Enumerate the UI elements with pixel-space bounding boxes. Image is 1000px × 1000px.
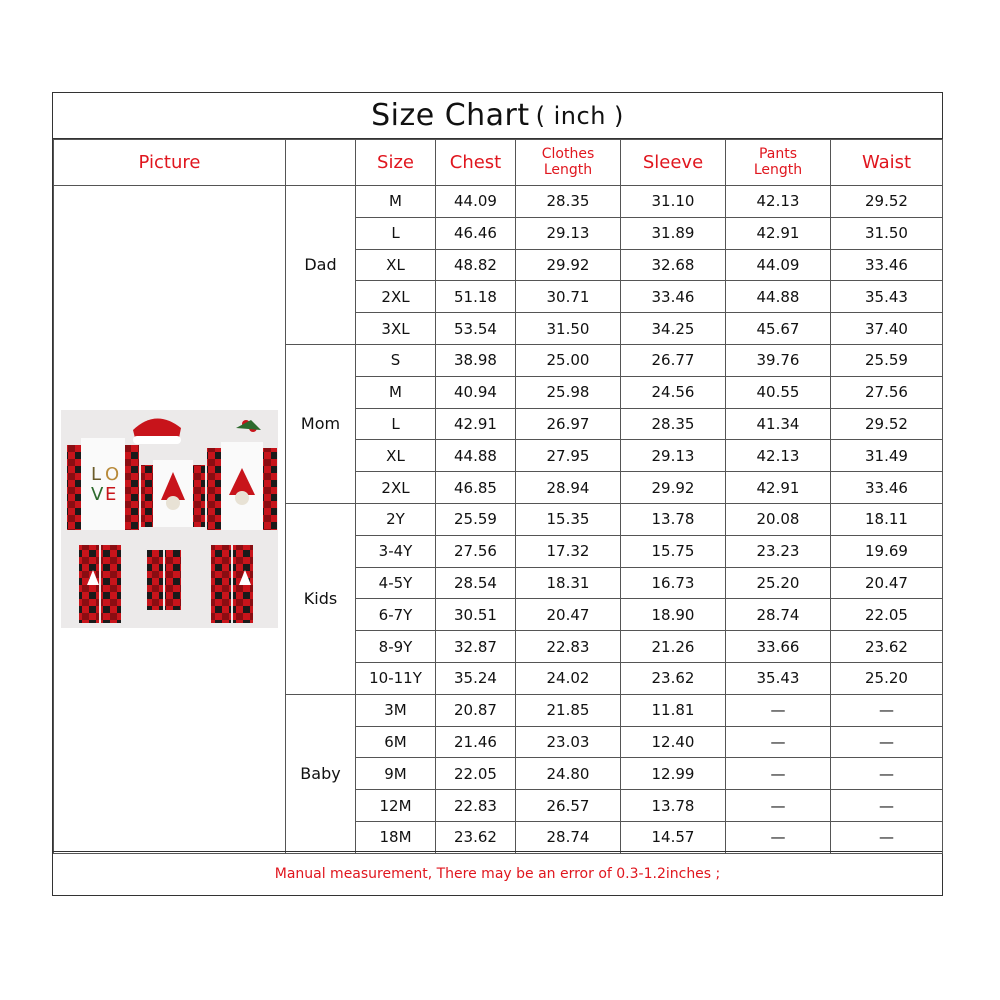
cell-pants-length: 44.88 <box>726 281 831 313</box>
cell-sleeve: 31.10 <box>621 186 726 218</box>
cell-chest: 44.88 <box>436 440 516 472</box>
cell-pants-length: 23.23 <box>726 535 831 567</box>
cell-pants-length: 42.91 <box>726 217 831 249</box>
cell-size: 12M <box>356 790 436 822</box>
cell-sleeve: 11.81 <box>621 694 726 726</box>
header-row <box>54 140 943 186</box>
cell-chest: 28.54 <box>436 567 516 599</box>
cell-chest: 35.24 <box>436 662 516 694</box>
cell-clothes-length: 17.32 <box>516 535 621 567</box>
cell-waist: 35.43 <box>831 281 943 313</box>
cell-chest: 53.54 <box>436 313 516 345</box>
cell-sleeve: 14.57 <box>621 821 726 853</box>
cell-size: 6-7Y <box>356 599 436 631</box>
table-row <box>54 186 943 218</box>
cell-clothes-length: 23.03 <box>516 726 621 758</box>
love-letter-o: O <box>105 464 120 486</box>
cell-clothes-length: 29.13 <box>516 217 621 249</box>
cell-sleeve: 34.25 <box>621 313 726 345</box>
love-letter-l: L <box>91 464 102 486</box>
cell-pants-length: 40.55 <box>726 376 831 408</box>
header-chest: Chest <box>436 140 516 186</box>
cell-pants-length: 42.13 <box>726 186 831 218</box>
cell-size: M <box>356 376 436 408</box>
cell-chest: 46.46 <box>436 217 516 249</box>
cell-sleeve: 16.73 <box>621 567 726 599</box>
cell-clothes-length: 31.50 <box>516 313 621 345</box>
cell-size: 6M <box>356 726 436 758</box>
cell-waist: 23.62 <box>831 631 943 663</box>
cell-size: 3M <box>356 694 436 726</box>
cell-waist: — <box>831 790 943 822</box>
cell-pants-length: 44.09 <box>726 249 831 281</box>
chart-title <box>53 93 942 139</box>
cell-waist: 25.59 <box>831 344 943 376</box>
cell-size: XL <box>356 249 436 281</box>
cell-pants-length: 39.76 <box>726 344 831 376</box>
cell-clothes-length: 25.00 <box>516 344 621 376</box>
cell-sleeve: 12.99 <box>621 758 726 790</box>
cell-waist: 20.47 <box>831 567 943 599</box>
cell-pants-length: 33.66 <box>726 631 831 663</box>
header-waist: Waist <box>831 140 943 186</box>
cell-waist: 29.52 <box>831 186 943 218</box>
group-label: Dad <box>286 186 356 345</box>
cell-chest: 22.05 <box>436 758 516 790</box>
cell-sleeve: 28.35 <box>621 408 726 440</box>
size-chart <box>52 92 943 896</box>
cell-waist: 22.05 <box>831 599 943 631</box>
cell-sleeve: 24.56 <box>621 376 726 408</box>
cell-sleeve: 23.62 <box>621 662 726 694</box>
cell-waist: 31.49 <box>831 440 943 472</box>
cell-pants-length: 45.67 <box>726 313 831 345</box>
cell-size: M <box>356 186 436 218</box>
love-letter-v: V <box>91 484 104 506</box>
cell-pants-length: 42.91 <box>726 472 831 504</box>
header-sleeve: Sleeve <box>621 140 726 186</box>
cell-chest: 20.87 <box>436 694 516 726</box>
cell-sleeve: 29.92 <box>621 472 726 504</box>
cell-waist: 19.69 <box>831 535 943 567</box>
cell-clothes-length: 30.71 <box>516 281 621 313</box>
header-pants-length-line1: Pants <box>758 146 798 163</box>
cell-waist: 29.52 <box>831 408 943 440</box>
cell-clothes-length: 21.85 <box>516 694 621 726</box>
cell-sleeve: 13.78 <box>621 790 726 822</box>
cell-chest: 38.98 <box>436 344 516 376</box>
cell-clothes-length: 28.74 <box>516 821 621 853</box>
cell-size: 2XL <box>356 281 436 313</box>
cell-size: S <box>356 344 436 376</box>
cell-waist: — <box>831 726 943 758</box>
love-print-left <box>91 464 119 505</box>
cell-waist: 37.40 <box>831 313 943 345</box>
cell-chest: 44.09 <box>436 186 516 218</box>
header-group <box>286 140 356 186</box>
cell-pants-length: 42.13 <box>726 440 831 472</box>
cell-clothes-length: 28.35 <box>516 186 621 218</box>
title-main: Size Chart <box>371 98 530 133</box>
cell-pants-length: — <box>726 758 831 790</box>
cell-chest: 27.56 <box>436 535 516 567</box>
cell-clothes-length: 25.98 <box>516 376 621 408</box>
cell-size: 9M <box>356 758 436 790</box>
cell-sleeve: 26.77 <box>621 344 726 376</box>
cell-chest: 23.62 <box>436 821 516 853</box>
cell-chest: 40.94 <box>436 376 516 408</box>
cell-pants-length: 35.43 <box>726 662 831 694</box>
cell-pants-length: 28.74 <box>726 599 831 631</box>
header-picture: Picture <box>54 140 286 186</box>
cell-size: 3XL <box>356 313 436 345</box>
group-label: Baby <box>286 694 356 853</box>
cell-clothes-length: 26.57 <box>516 790 621 822</box>
cell-chest: 30.51 <box>436 599 516 631</box>
family-pajamas-photo <box>61 410 278 628</box>
love-letter-e: E <box>105 484 117 506</box>
cell-waist: — <box>831 758 943 790</box>
cell-size: L <box>356 217 436 249</box>
cell-sleeve: 29.13 <box>621 440 726 472</box>
cell-size: 8-9Y <box>356 631 436 663</box>
cell-clothes-length: 24.80 <box>516 758 621 790</box>
cell-clothes-length: 29.92 <box>516 249 621 281</box>
group-label: Kids <box>286 503 356 694</box>
cell-sleeve: 32.68 <box>621 249 726 281</box>
size-table <box>53 139 943 854</box>
cell-chest: 51.18 <box>436 281 516 313</box>
cell-pants-length: — <box>726 821 831 853</box>
cell-sleeve: 13.78 <box>621 503 726 535</box>
header-size: Size <box>356 140 436 186</box>
cell-pants-length: 25.20 <box>726 567 831 599</box>
cell-sleeve: 15.75 <box>621 535 726 567</box>
cell-chest: 42.91 <box>436 408 516 440</box>
cell-pants-length: — <box>726 790 831 822</box>
cell-waist: 25.20 <box>831 662 943 694</box>
header-pants-length <box>726 140 831 186</box>
cell-chest: 21.46 <box>436 726 516 758</box>
cell-clothes-length: 28.94 <box>516 472 621 504</box>
cell-waist: 31.50 <box>831 217 943 249</box>
cell-clothes-length: 26.97 <box>516 408 621 440</box>
cell-size: 4-5Y <box>356 567 436 599</box>
cell-sleeve: 33.46 <box>621 281 726 313</box>
cell-sleeve: 21.26 <box>621 631 726 663</box>
measurement-note: Manual measurement, There may be an error of 0.3-1.2inches ; <box>53 851 942 895</box>
cell-clothes-length: 27.95 <box>516 440 621 472</box>
cell-waist: 33.46 <box>831 249 943 281</box>
title-unit: ( inch ) <box>535 101 624 130</box>
cell-size: L <box>356 408 436 440</box>
cell-sleeve: 18.90 <box>621 599 726 631</box>
cell-sleeve: 12.40 <box>621 726 726 758</box>
cell-size: 2XL <box>356 472 436 504</box>
header-clothes-length <box>516 140 621 186</box>
cell-size: 3-4Y <box>356 535 436 567</box>
cell-waist: — <box>831 694 943 726</box>
cell-chest: 32.87 <box>436 631 516 663</box>
cell-chest: 22.83 <box>436 790 516 822</box>
cell-pants-length: — <box>726 694 831 726</box>
cell-waist: 33.46 <box>831 472 943 504</box>
header-clothes-length-line1: Clothes <box>541 146 595 163</box>
header-clothes-length-line2: Length <box>543 161 593 178</box>
cell-size: 2Y <box>356 503 436 535</box>
cell-pants-length: 41.34 <box>726 408 831 440</box>
cell-clothes-length: 18.31 <box>516 567 621 599</box>
picture-cell <box>54 186 286 854</box>
cell-chest: 25.59 <box>436 503 516 535</box>
cell-chest: 48.82 <box>436 249 516 281</box>
cell-sleeve: 31.89 <box>621 217 726 249</box>
cell-size: 10-11Y <box>356 662 436 694</box>
cell-clothes-length: 22.83 <box>516 631 621 663</box>
cell-waist: 18.11 <box>831 503 943 535</box>
cell-size: 18M <box>356 821 436 853</box>
cell-size: XL <box>356 440 436 472</box>
cell-chest: 46.85 <box>436 472 516 504</box>
cell-pants-length: 20.08 <box>726 503 831 535</box>
cell-clothes-length: 15.35 <box>516 503 621 535</box>
group-label: Mom <box>286 344 356 503</box>
cell-waist: — <box>831 821 943 853</box>
cell-pants-length: — <box>726 726 831 758</box>
header-pants-length-line2: Length <box>753 161 803 178</box>
cell-clothes-length: 20.47 <box>516 599 621 631</box>
cell-waist: 27.56 <box>831 376 943 408</box>
cell-clothes-length: 24.02 <box>516 662 621 694</box>
